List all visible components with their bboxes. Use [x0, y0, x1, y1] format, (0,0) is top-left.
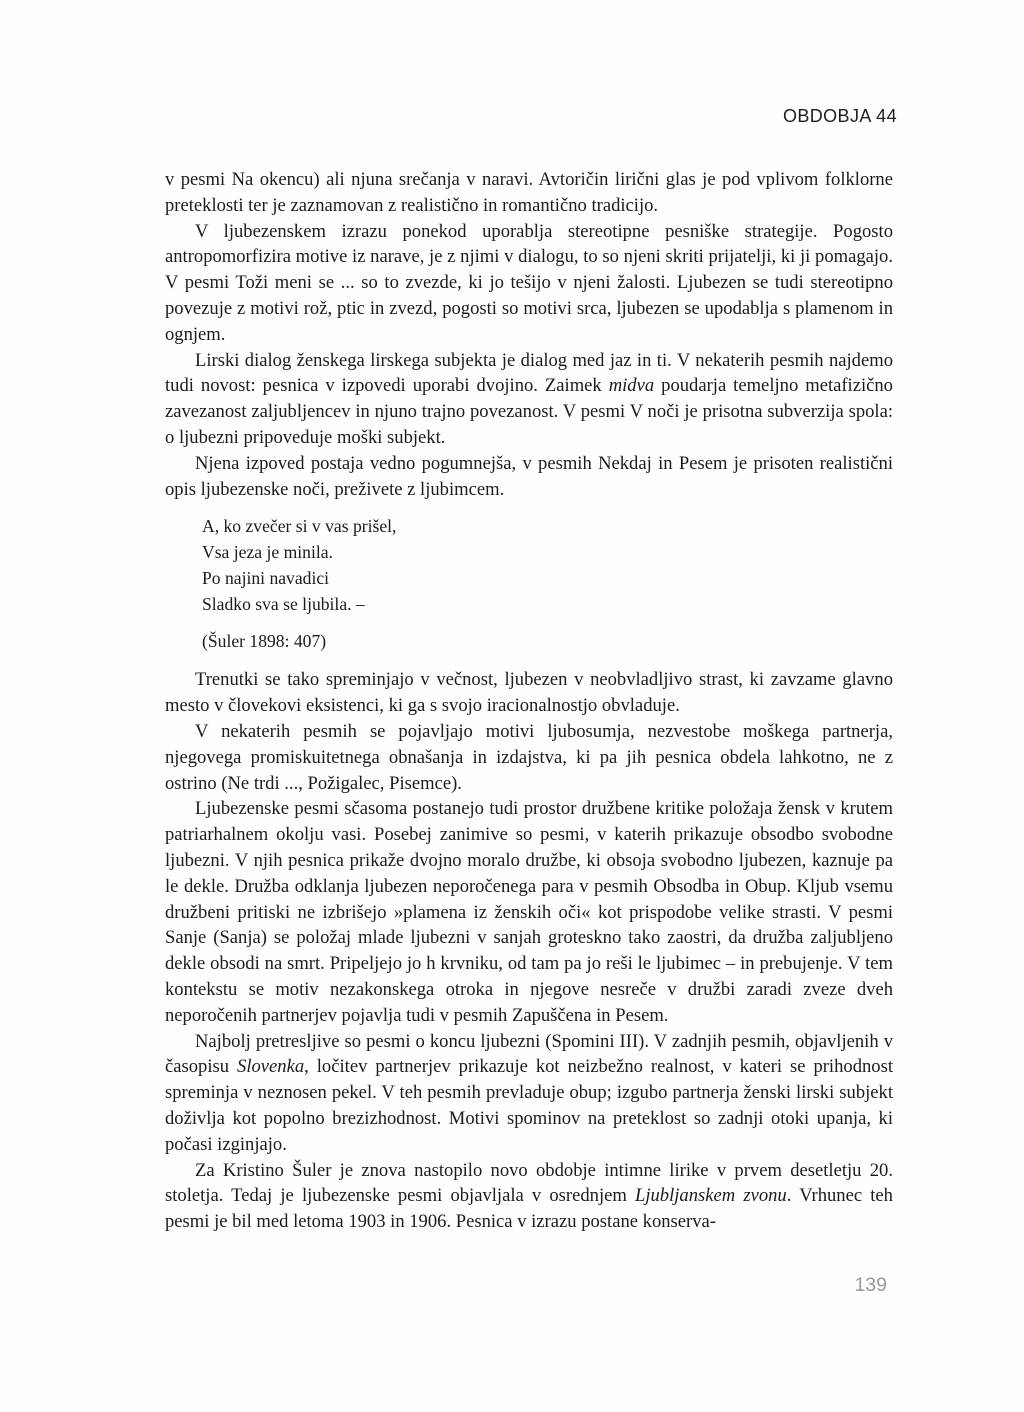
running-header: OBDOBJA 44	[782, 106, 897, 126]
text-run: Trenutki se tako spreminjajo v večnost, ljubezen v neobvladljivo strast, ki zavzame glavno mesto v človekovi eksistenci, ki ga s svojo iracionalnostjo obvladuje.	[165, 669, 893, 717]
text-run: , ločitev partnerjev prikazuje kot neizbežno realnost, v kateri se prihodnost spreminja v neznosen pekel. V teh pesmih prevladuje obup; izgubo partnerja ženski lirski subjekt doživlja kot popolno brezizhodnost. Motivi spominov na preteklost so zadnji otoki upanja, ki počasi izginjajo.	[165, 1056, 893, 1155]
text-run: Lirski dialog ženskega lirskega subjekta je dialog med jaz in ti. V nekaterih pesmih najdemo tudi novost: pesnica v izpovedi uporabi dvojino. Zaimek	[165, 349, 893, 397]
text-body	[165, 167, 893, 1235]
paragraph	[165, 667, 893, 719]
paragraph	[165, 348, 893, 451]
text-run: V ljubezenskem izrazu ponekod uporablja stereotipne pesniške strategije. Pogosto antropomorfizira motive iz narave, je z njimi v dialogu, to so njeni skriti prijatelji, ki ji pomagajo. V pesmi Toži meni se ... so to zvezde, ki jo tešijo v njeni žalosti. Ljubezen se tudi stereotipno povezuje z motivi rož, ptic in zvezd, pogosti so motivi srca, ljubezen se upodablja s plamenom in ognjem.	[165, 220, 893, 345]
page-number: 139	[854, 1274, 887, 1296]
paragraph	[165, 1158, 893, 1235]
text-run: poudarja temeljno metafizično zavezanost zaljubljencev in njuno trajno povezanost. V pesmi V noči je prisotna subverzija spola: o ljubezni pripoveduje moški subjekt.	[165, 375, 893, 448]
italic-text-run: Slovenka	[237, 1056, 305, 1078]
text-run: Za Kristino Šuler je znova nastopilo novo obdobje intimne lirike v prvem desetletju 20. stoletja. Tedaj je ljubezenske pesmi objavljala v osrednjem	[165, 1159, 893, 1207]
paragraph	[165, 719, 893, 796]
italic-text-run: Ljubljanskem zvonu	[634, 1185, 787, 1207]
text-run: . Vrhunec teh pesmi je bil med letoma 1903 in 1906. Pesnica v izrazu postane konserva-	[165, 1185, 893, 1233]
text-run: V nekaterih pesmih se pojavljajo motivi ljubosumja, nezvestobe moškega partnerja, njegovega promiskuitetnega obnašanja in izdajstva, ki pa jih pesnica obdela lahkotno, ne z ostrino (Ne trdi ..., Požigalec, Pisemce).	[165, 720, 893, 794]
verse-quote	[202, 513, 893, 617]
verse-line: A, ko zvečer si v vas prišel,	[202, 516, 397, 537]
paragraph	[165, 219, 893, 348]
paragraph	[165, 451, 893, 503]
italic-text-run: midva	[608, 375, 655, 397]
paragraph	[165, 796, 893, 1028]
paragraph	[165, 167, 893, 219]
verse-citation: (Šuler 1898: 407)	[202, 631, 327, 652]
verse-line: Po najini navadici	[202, 568, 330, 589]
verse-line: Vsa jeza je minila.	[202, 542, 333, 563]
text-run: Njena izpoved postaja vedno pogumnejša, v pesmih Nekdaj in Pesem je prisoten realistični opis ljubezenske noči, preživete z ljubimcem.	[165, 452, 893, 500]
text-run: Najbolj pretresljive so pesmi o koncu ljubezni (Spomini III). V zadnjih pesmih, objavljenih v časopisu	[165, 1030, 893, 1078]
text-run: v pesmi Na okencu) ali njuna srečanja v naravi. Avtoričin lirični glas je pod vplivom folklorne preteklosti ter je zaznamovan z realistično in romantično tradicijo.	[165, 169, 893, 216]
verse-line: Sladko sva se ljubila. –	[202, 594, 365, 615]
text-run: Ljubezenske pesmi sčasoma postanejo tudi prostor družbene kritike položaja žensk v krutem patriarhalnem okolju vasi. Posebej zanimive so pesmi, v katerih prikazuje obsodbo svobodne ljubezni. V njih pesnica prikaže dvojno moralo družbe, ki obsoja svobodno ljubezen, kaznuje pa le dekle. Družba odklanja ljubezen neporočenega para v pesmih Obsodba in Obup. Kljub vsemu družbeni pritiski ne izbrišejo »plamena iz ženskih oči« kot prispodobe velike strasti. V pesmi Sanje (Sanja) se položaj mlade ljubezni v sanjah groteskno tako zaostri, da družba zaljubljeno dekle obsodi na smrt. Pripeljejo jo h krvniku, od tam pa jo reši le ljubimec – in prebujenje. V tem kontekstu se motiv nezakonskega otroka in njegove nesreče v družbi zaradi zveze dveh neporočenih partnerjev pojavlja tudi v pesmih Zapuščena in Pesem.	[165, 798, 893, 1026]
paragraph	[165, 1029, 893, 1158]
